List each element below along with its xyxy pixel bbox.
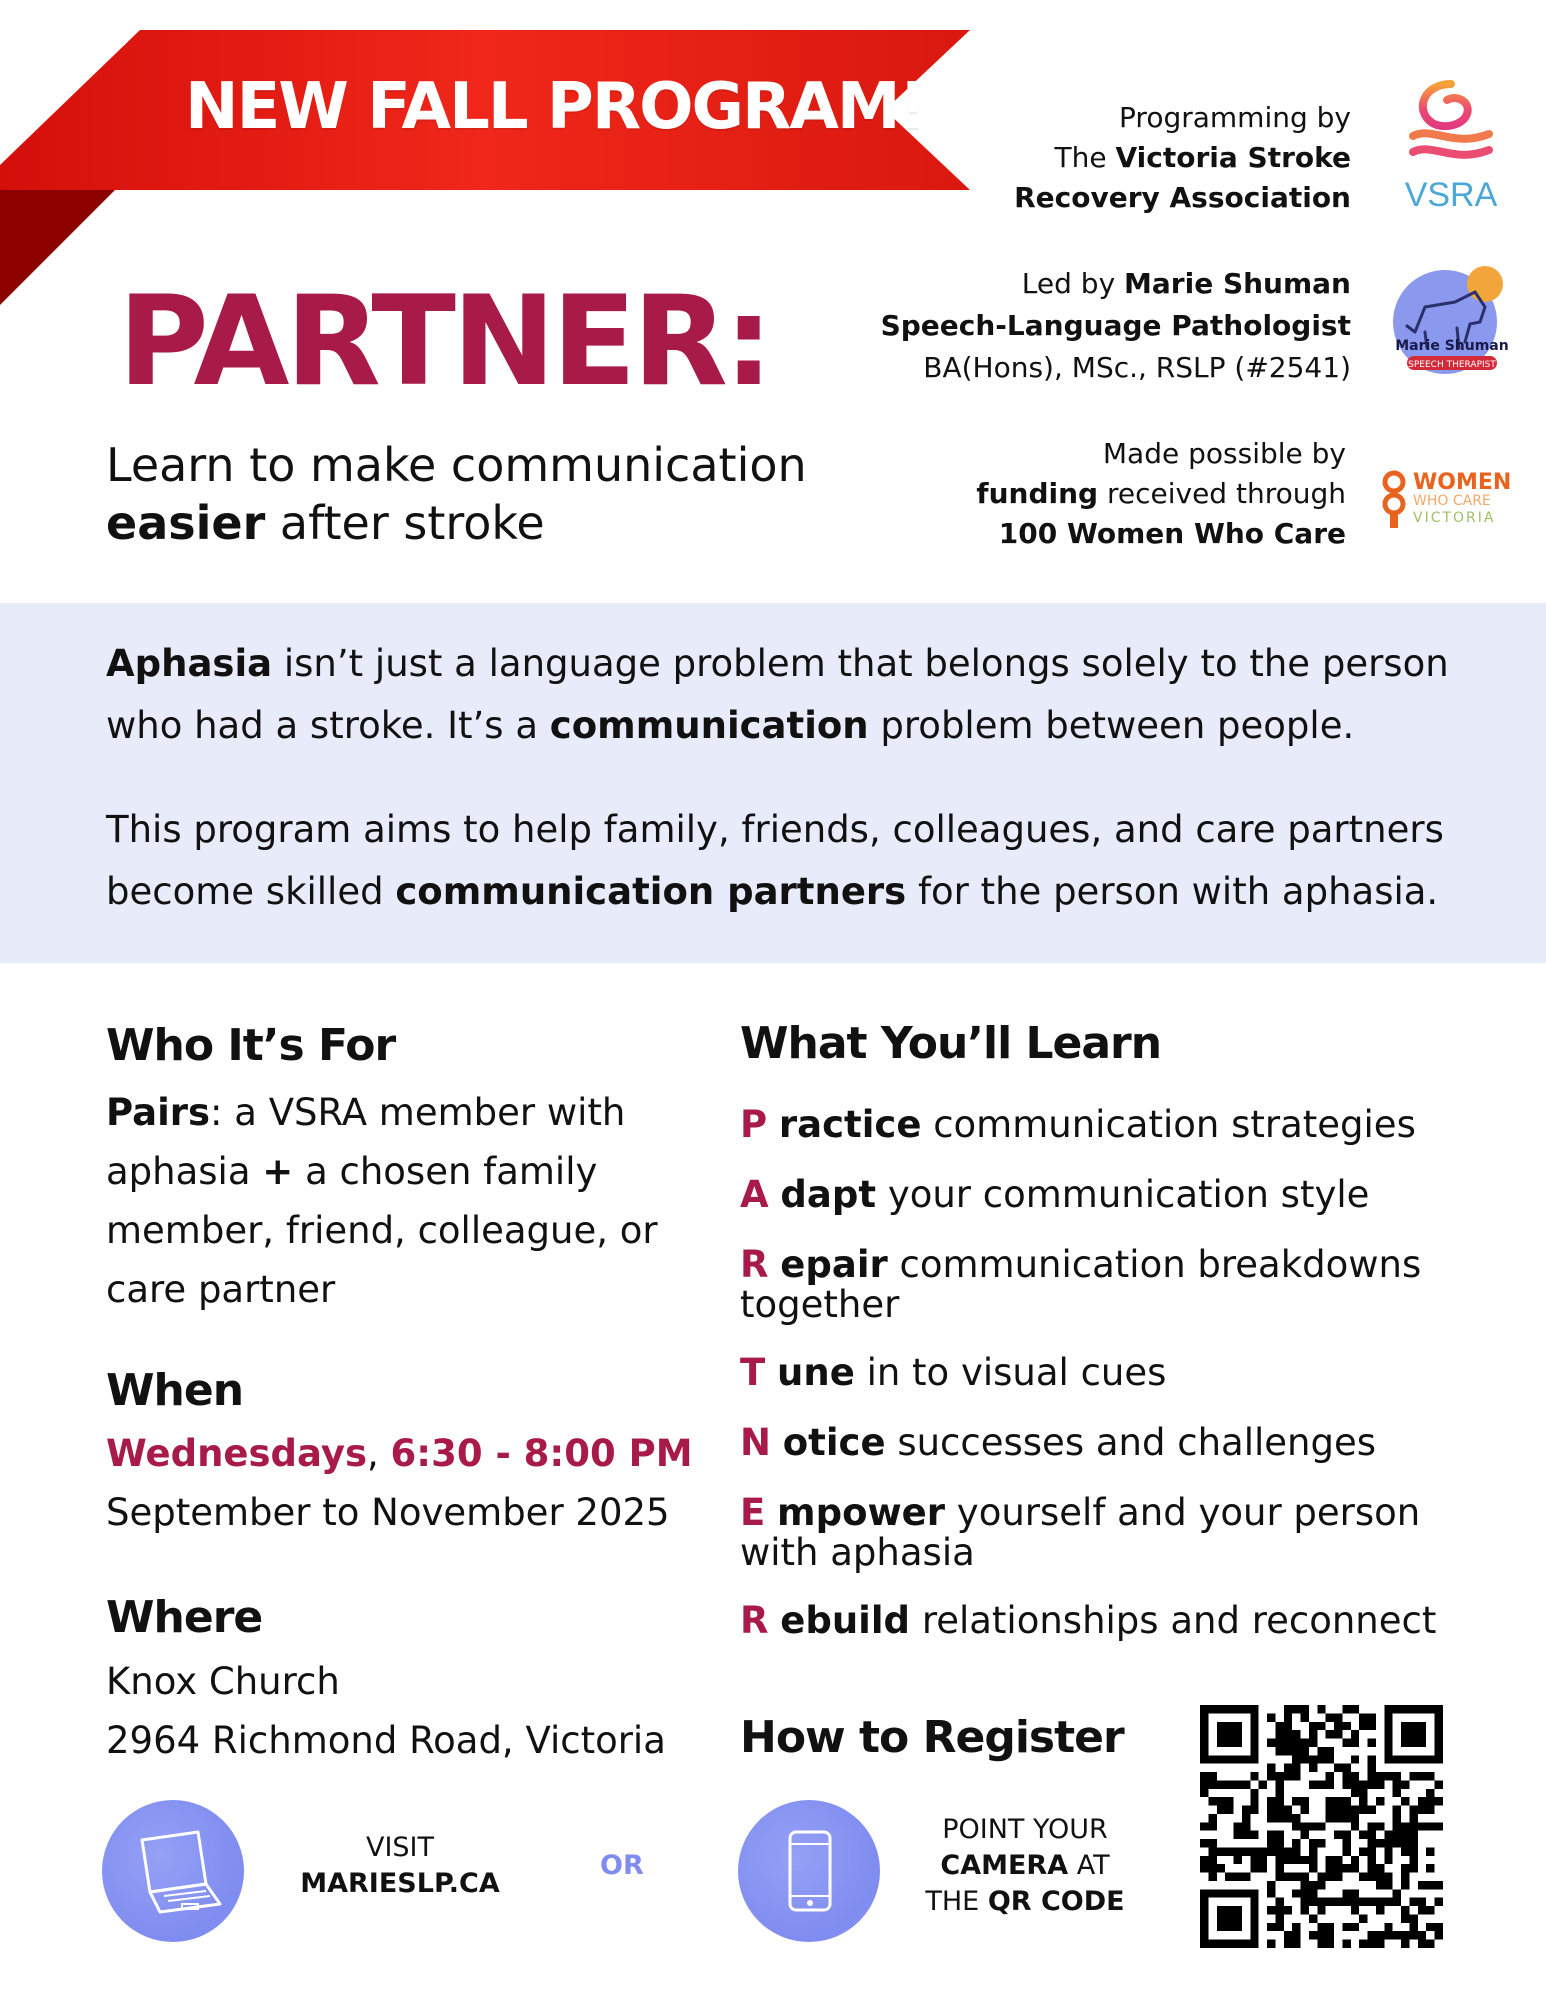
smartphone-icon-svg <box>738 1800 880 1942</box>
learn-item-letter: R <box>740 1243 769 1286</box>
learn-item-keyword: mpower <box>777 1491 946 1534</box>
learn-item <box>740 1353 1480 1393</box>
learn-item-letter: E <box>740 1491 766 1534</box>
who-text1: : a VSRA member with aphasia <box>106 1091 626 1193</box>
who-bold: Pairs <box>106 1091 211 1134</box>
who-heading: Who It’s For <box>106 1020 396 1071</box>
who-text2: a chosen family member, friend, colleague, or care partner <box>106 1150 658 1311</box>
learn-item-letter: N <box>740 1421 771 1464</box>
aphasia-paragraph-1 <box>106 633 1486 757</box>
when-schedule <box>106 1424 706 1483</box>
visit-url[interactable] <box>300 1866 500 1902</box>
aphasia-p1-text2: problem between people. <box>880 704 1355 747</box>
when-sep: , <box>367 1432 379 1475</box>
learn-item <box>740 1175 1480 1215</box>
learn-item <box>740 1245 1480 1325</box>
banner-title: NEW FALL PROGRAM! <box>185 70 926 144</box>
women-logo-line2: WHO CARE <box>1413 493 1491 509</box>
where-text <box>106 1652 726 1770</box>
credit-marie-pre: Led by <box>1021 267 1116 300</box>
credit-women-org: 100 Women Who Care <box>998 517 1346 550</box>
subtitle-line2: after stroke <box>279 496 545 550</box>
plus-icon: + <box>262 1150 294 1193</box>
or-separator: OR <box>600 1850 644 1881</box>
point-at: AT <box>1076 1850 1110 1881</box>
women-who-care-logo <box>1380 462 1530 532</box>
learn-item-text: yourself and your person with aphasia <box>740 1491 1421 1574</box>
marie-shuman-logo <box>1385 262 1520 382</box>
point-the: THE <box>925 1886 980 1917</box>
smartphone-icon <box>738 1800 880 1942</box>
learn-item-text: in to visual cues <box>866 1351 1167 1394</box>
point-qr: QR CODE <box>987 1886 1125 1917</box>
register-heading: How to Register <box>740 1712 1124 1763</box>
aphasia-p2-text1: This program aims to help family, friends, colleagues, and care partners become skilled <box>106 808 1444 913</box>
credit-marie-line1 <box>881 263 1351 305</box>
credit-women <box>976 434 1346 554</box>
learn-item-letter: R <box>740 1599 769 1642</box>
vsra-logo-text: VSRA <box>1405 176 1497 213</box>
credit-marie <box>881 263 1351 389</box>
learn-item-keyword: dapt <box>780 1173 877 1216</box>
learn-item-keyword: otice <box>782 1421 886 1464</box>
learn-item-letter: A <box>740 1173 769 1216</box>
aphasia-p1-text1: isn’t just a language problem that belongs solely to the person who had a stroke. It’s a <box>106 642 1449 747</box>
vsra-logo <box>1405 78 1497 213</box>
learn-item-text: successes and challenges <box>897 1421 1376 1464</box>
learn-item <box>740 1105 1480 1145</box>
credit-women-line2 <box>976 474 1346 514</box>
where-place: Knox Church <box>106 1660 340 1703</box>
credit-women-line3 <box>976 514 1346 554</box>
credit-vsra-pre: The <box>1054 141 1107 174</box>
point-line3 <box>915 1884 1135 1920</box>
qr-code[interactable] <box>1200 1705 1443 1948</box>
learn-item-keyword: epair <box>780 1243 888 1286</box>
learn-item-keyword: une <box>777 1351 855 1394</box>
learn-item <box>740 1601 1480 1641</box>
when-text <box>106 1424 706 1542</box>
learn-item <box>740 1493 1480 1573</box>
aphasia-p1-bold2: communication <box>549 704 869 747</box>
when-time: 6:30 - 8:00 PM <box>390 1432 693 1475</box>
credit-marie-name: Marie Shuman <box>1124 267 1351 300</box>
subtitle-bold: easier <box>106 496 266 550</box>
when-dates: September to November 2025 <box>106 1491 670 1534</box>
aphasia-term: Aphasia <box>106 642 273 685</box>
credit-vsra <box>1014 98 1351 218</box>
learn-item <box>740 1423 1480 1463</box>
when-day: Wednesdays <box>106 1432 367 1475</box>
aphasia-p2-text2: for the person with aphasia. <box>917 870 1439 913</box>
visit-url-text[interactable]: MARIESLP.CA <box>300 1868 500 1899</box>
where-address: 2964 Richmond Road, Victoria <box>106 1719 666 1762</box>
point-camera: CAMERA <box>940 1850 1069 1881</box>
marie-logo-tag: SPEECH THERAPIST <box>1408 360 1496 370</box>
visit-label: VISIT <box>365 1832 435 1863</box>
point-line2 <box>915 1848 1135 1884</box>
visit-website[interactable] <box>300 1830 500 1902</box>
learn-item-letter: T <box>740 1351 766 1394</box>
learn-item-text: communication breakdowns together <box>740 1243 1422 1326</box>
women-logo-line1: WOMEN <box>1413 470 1512 495</box>
marie-logo-name: Marie Shuman <box>1395 338 1509 354</box>
women-logo-line3: VICTORIA <box>1413 510 1496 526</box>
credit-women-rest: received through <box>1106 477 1346 510</box>
learn-item-text: your communication style <box>887 1173 1370 1216</box>
credit-women-line1: Made possible by <box>1102 437 1346 470</box>
aphasia-info-band <box>0 603 1546 963</box>
credit-vsra-line3-text: Recovery Association <box>1014 181 1351 214</box>
credit-vsra-line3 <box>1014 178 1351 218</box>
learn-item-keyword: ebuild <box>780 1599 911 1642</box>
learn-item-text: relationships and reconnect <box>921 1599 1437 1642</box>
credit-vsra-line1: Programming by <box>1119 101 1351 134</box>
credit-women-bold: funding <box>976 477 1099 510</box>
aphasia-p2-bold: communication partners <box>395 870 907 913</box>
qr-instructions <box>915 1812 1135 1920</box>
when-heading: When <box>106 1365 244 1416</box>
point-line1: POINT YOUR <box>942 1814 1108 1845</box>
page-title: PARTNER: <box>118 270 770 414</box>
learn-heading: What You’ll Learn <box>740 1018 1162 1069</box>
credit-marie-role: Speech-Language Pathologist <box>880 309 1351 342</box>
laptop-icon-svg <box>102 1800 244 1942</box>
subtitle-line1: Learn to make communication <box>106 438 807 492</box>
learn-item-keyword: ractice <box>778 1103 922 1146</box>
learn-item-text: communication strategies <box>933 1103 1416 1146</box>
aphasia-paragraph-2 <box>106 799 1486 923</box>
credit-vsra-line2 <box>1014 138 1351 178</box>
who-text <box>106 1083 686 1319</box>
credit-vsra-bold: Victoria Stroke <box>1115 141 1351 174</box>
subtitle <box>106 436 866 552</box>
credit-marie-line2 <box>881 305 1351 347</box>
credit-marie-degrees: BA(Hons), MSc., RSLP (#2541) <box>923 351 1351 384</box>
laptop-icon <box>102 1800 244 1942</box>
learn-item-letter: P <box>740 1103 768 1146</box>
where-heading: Where <box>106 1592 263 1643</box>
